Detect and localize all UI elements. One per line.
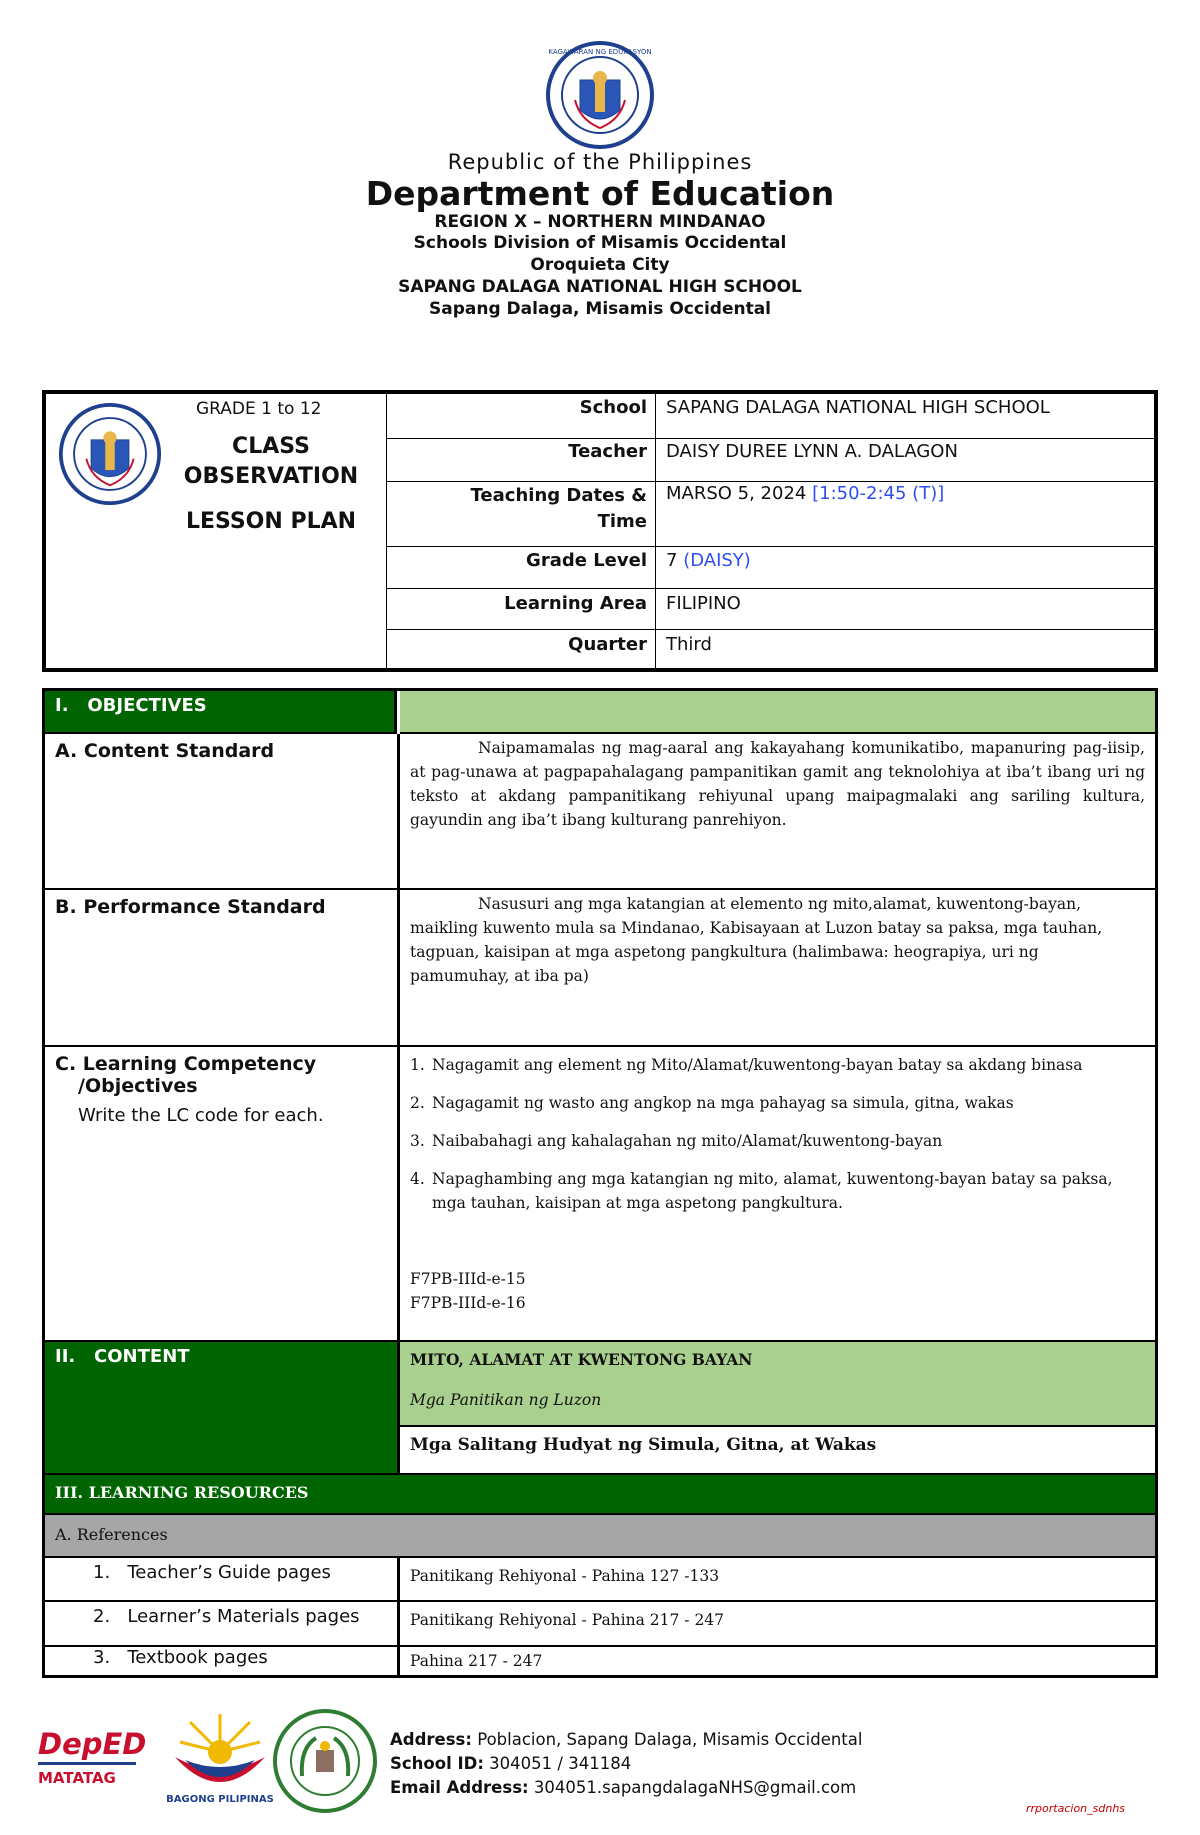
competency-label-cell: [45, 1047, 400, 1342]
deped-seal-small-logo: [58, 402, 162, 506]
info-row-quarter: [386, 629, 1154, 668]
info-label: Learning Area: [386, 588, 656, 629]
competency-num: 1.: [410, 1056, 425, 1074]
resource-label: Learner’s Materials pages: [127, 1606, 360, 1627]
address-value: Poblacion, Sapang Dalaga, Misamis Occidental: [477, 1730, 863, 1749]
republic-heading: Republic of the Philippines: [447, 150, 753, 174]
performance-standard-paragraph: Nasusuri ang mga katangian at elemento ng mito,alamat, kuwentong-bayan, maikling kuwento mula sa Mindanao, Kabisayaan at Luzon batay sa paksa, mga tauhan, tagpuan, kaisipan at mga aspetong pangkultura (halimbawa: heograpiya, uri ng pamumuhay, at iba pa): [410, 895, 1103, 985]
objectives-num: I.: [55, 695, 69, 716]
info-row-teacher: [386, 438, 1154, 482]
footer-address: [390, 1730, 862, 1749]
competency-item: [410, 1053, 1145, 1077]
content-lesson-topic: Mga Salitang Hudyat ng Simula, Gitna, at Wakas: [400, 1427, 1155, 1475]
department-heading: Department of Education: [365, 174, 835, 213]
lc-codes: [410, 1267, 1145, 1315]
info-row-grade: [386, 546, 1154, 589]
info-row-area: [386, 588, 1154, 630]
matatag-wordmark: MATATAG: [38, 1769, 116, 1787]
deped-matatag-logo: [38, 1720, 147, 1810]
resource-value: Panitikang Rehiyonal - Pahina 127 -133: [400, 1558, 1155, 1602]
info-row-dates: [386, 481, 1154, 547]
school-id-label: School ID:: [390, 1754, 484, 1773]
performance-standard-text: [400, 890, 1155, 1047]
content-standard-text: [400, 734, 1155, 890]
title-class: CLASS: [232, 434, 310, 459]
info-value: DAISY DUREE LYNN A. DALAGON: [666, 441, 958, 462]
content-standard-paragraph: Naipamamalas ng mag-aaral ang kakayahang komunikatibo, mapanuring pag-iisip, at pag-unawa at pagpapahalagang pampanitikan gamit ang teknolohiya at iba’t ibang uri ng teksto at akdang pampanitikang rehiyunal upang maipagmalaki ang sariling kultura, gayundin ang iba’t ibang kulturang panrehiyon.: [410, 739, 1145, 829]
school-line: SAPANG DALAGA NATIONAL HIGH SCHOOL: [398, 277, 802, 297]
competency-item: [410, 1091, 1145, 1115]
svg-text:KAGAWARAN NG EDUKASYON: KAGAWARAN NG EDUKASYON: [548, 48, 652, 56]
lc-code: F7PB-IIId-e-16: [410, 1294, 526, 1312]
info-label: School: [386, 394, 656, 438]
content-title: CONTENT: [94, 1346, 190, 1367]
competency-num: 2.: [410, 1094, 425, 1112]
references-heading: A. References: [45, 1515, 1155, 1558]
city-line: Oroquieta City: [530, 255, 670, 275]
info-label: Quarter: [386, 629, 656, 668]
objectives-heading: [45, 691, 397, 734]
resource-label: Teacher’s Guide pages: [127, 1562, 331, 1583]
school-id-value: 304051 / 341184: [489, 1754, 632, 1773]
school-seal-logo: [272, 1708, 378, 1814]
email-value: 304051.sapangdalagaNHS@gmail.com: [533, 1778, 857, 1797]
resource-label: Textbook pages: [127, 1647, 268, 1668]
info-value: FILIPINO: [666, 593, 741, 614]
footer-email: [390, 1778, 856, 1797]
competency-label: C. Learning Competency: [55, 1053, 317, 1075]
info-label: [386, 481, 656, 546]
bagong-pilipinas-emblem: [160, 1712, 280, 1790]
lesson-info-box: [42, 390, 1158, 672]
competency-num: 3.: [410, 1132, 425, 1150]
signature-mark: rrportacion_sdnhs: [1026, 1802, 1126, 1815]
resource-label-textbook: [45, 1647, 400, 1675]
competency-text: Nagagamit ang element ng Mito/Alamat/kuwentong-bayan batay sa akdang binasa: [432, 1056, 1083, 1074]
competency-item: [410, 1129, 1145, 1153]
bagong-pilipinas-logo: [160, 1712, 280, 1812]
info-label-line1: Teaching Dates &: [470, 485, 647, 506]
content-main-title: MITO, ALAMAT AT KWENTONG BAYAN: [410, 1350, 753, 1369]
section-value: (DAISY): [683, 550, 751, 571]
email-label: Email Address:: [390, 1778, 529, 1797]
info-label: Grade Level: [386, 546, 656, 588]
resource-num: 2.: [93, 1606, 111, 1627]
resource-num: 1.: [93, 1562, 111, 1583]
division-line: Schools Division of Misamis Occidental: [413, 233, 787, 253]
resource-value: Pahina 217 - 247: [410, 1652, 543, 1670]
competency-list: [400, 1047, 1155, 1342]
lc-code: F7PB-IIId-e-15: [410, 1270, 526, 1288]
lesson-title-panel: [46, 394, 387, 668]
address-label: Address:: [390, 1730, 472, 1749]
content-topic-cell: [400, 1342, 1155, 1427]
grade-range: GRADE 1 to 12: [196, 399, 322, 419]
title-observation: OBSERVATION: [183, 464, 359, 489]
learning-resources-heading: III. LEARNING RESOURCES: [45, 1475, 1155, 1515]
info-value: [666, 483, 944, 504]
info-value: SAPANG DALAGA NATIONAL HIGH SCHOOL: [666, 397, 1050, 418]
deped-wordmark: DepED: [38, 1727, 147, 1761]
competency-item: [410, 1167, 1145, 1215]
competency-note: Write the LC code for each.: [78, 1105, 324, 1126]
content-standard-label: A. Content Standard: [45, 734, 400, 890]
resource-num: 3.: [93, 1647, 111, 1668]
content-num: II.: [55, 1346, 76, 1367]
region-line: REGION X – NORTHERN MINDANAO: [434, 212, 766, 232]
content-heading: [45, 1342, 400, 1475]
title-lesson-plan: LESSON PLAN: [185, 509, 357, 534]
resource-label-learners-materials: [45, 1602, 400, 1647]
footer-school-id: [390, 1754, 631, 1773]
grade-value: 7: [666, 550, 684, 571]
competency-text: Nagagamit ng wasto ang angkop na mga pahayag sa simula, gitna, wakas: [432, 1094, 1014, 1112]
bagong-pilipinas-wordmark: BAGONG PILIPINAS: [166, 1794, 274, 1805]
info-label-line2: Time: [597, 511, 647, 532]
performance-standard-label: B. Performance Standard: [45, 890, 400, 1047]
time-value: [1:50-2:45 (T)]: [812, 483, 945, 504]
school-location-line: Sapang Dalaga, Misamis Occidental: [428, 299, 772, 319]
content-subtitle: Mga Panitikan ng Luzon: [410, 1391, 602, 1409]
objectives-title: OBJECTIVES: [87, 695, 207, 716]
competency-num: 4.: [410, 1170, 425, 1188]
date-value: MARSO 5, 2024: [666, 483, 813, 504]
logo-divider: [38, 1762, 136, 1765]
competency-text: Napaghambing ang mga katangian ng mito, alamat, kuwentong-bayan batay sa paksa, mga tauhan, kaisipan at mga aspetong pangkultura.: [432, 1170, 1113, 1212]
resource-value: Panitikang Rehiyonal - Pahina 217 - 247: [400, 1602, 1155, 1647]
objectives-heading-fill: [400, 691, 1155, 734]
deped-seal-logo: [545, 40, 655, 150]
info-label: Teacher: [386, 438, 656, 481]
info-value: [666, 550, 751, 571]
competency-label-objectives: /Objectives: [78, 1075, 198, 1097]
resource-label-teacher-guide: [45, 1558, 400, 1602]
info-value: Third: [666, 634, 712, 655]
info-row-school: [386, 394, 1154, 439]
competency-text: Naibabahagi ang kahalagahan ng mito/Alamat/kuwentong-bayan: [432, 1132, 943, 1150]
